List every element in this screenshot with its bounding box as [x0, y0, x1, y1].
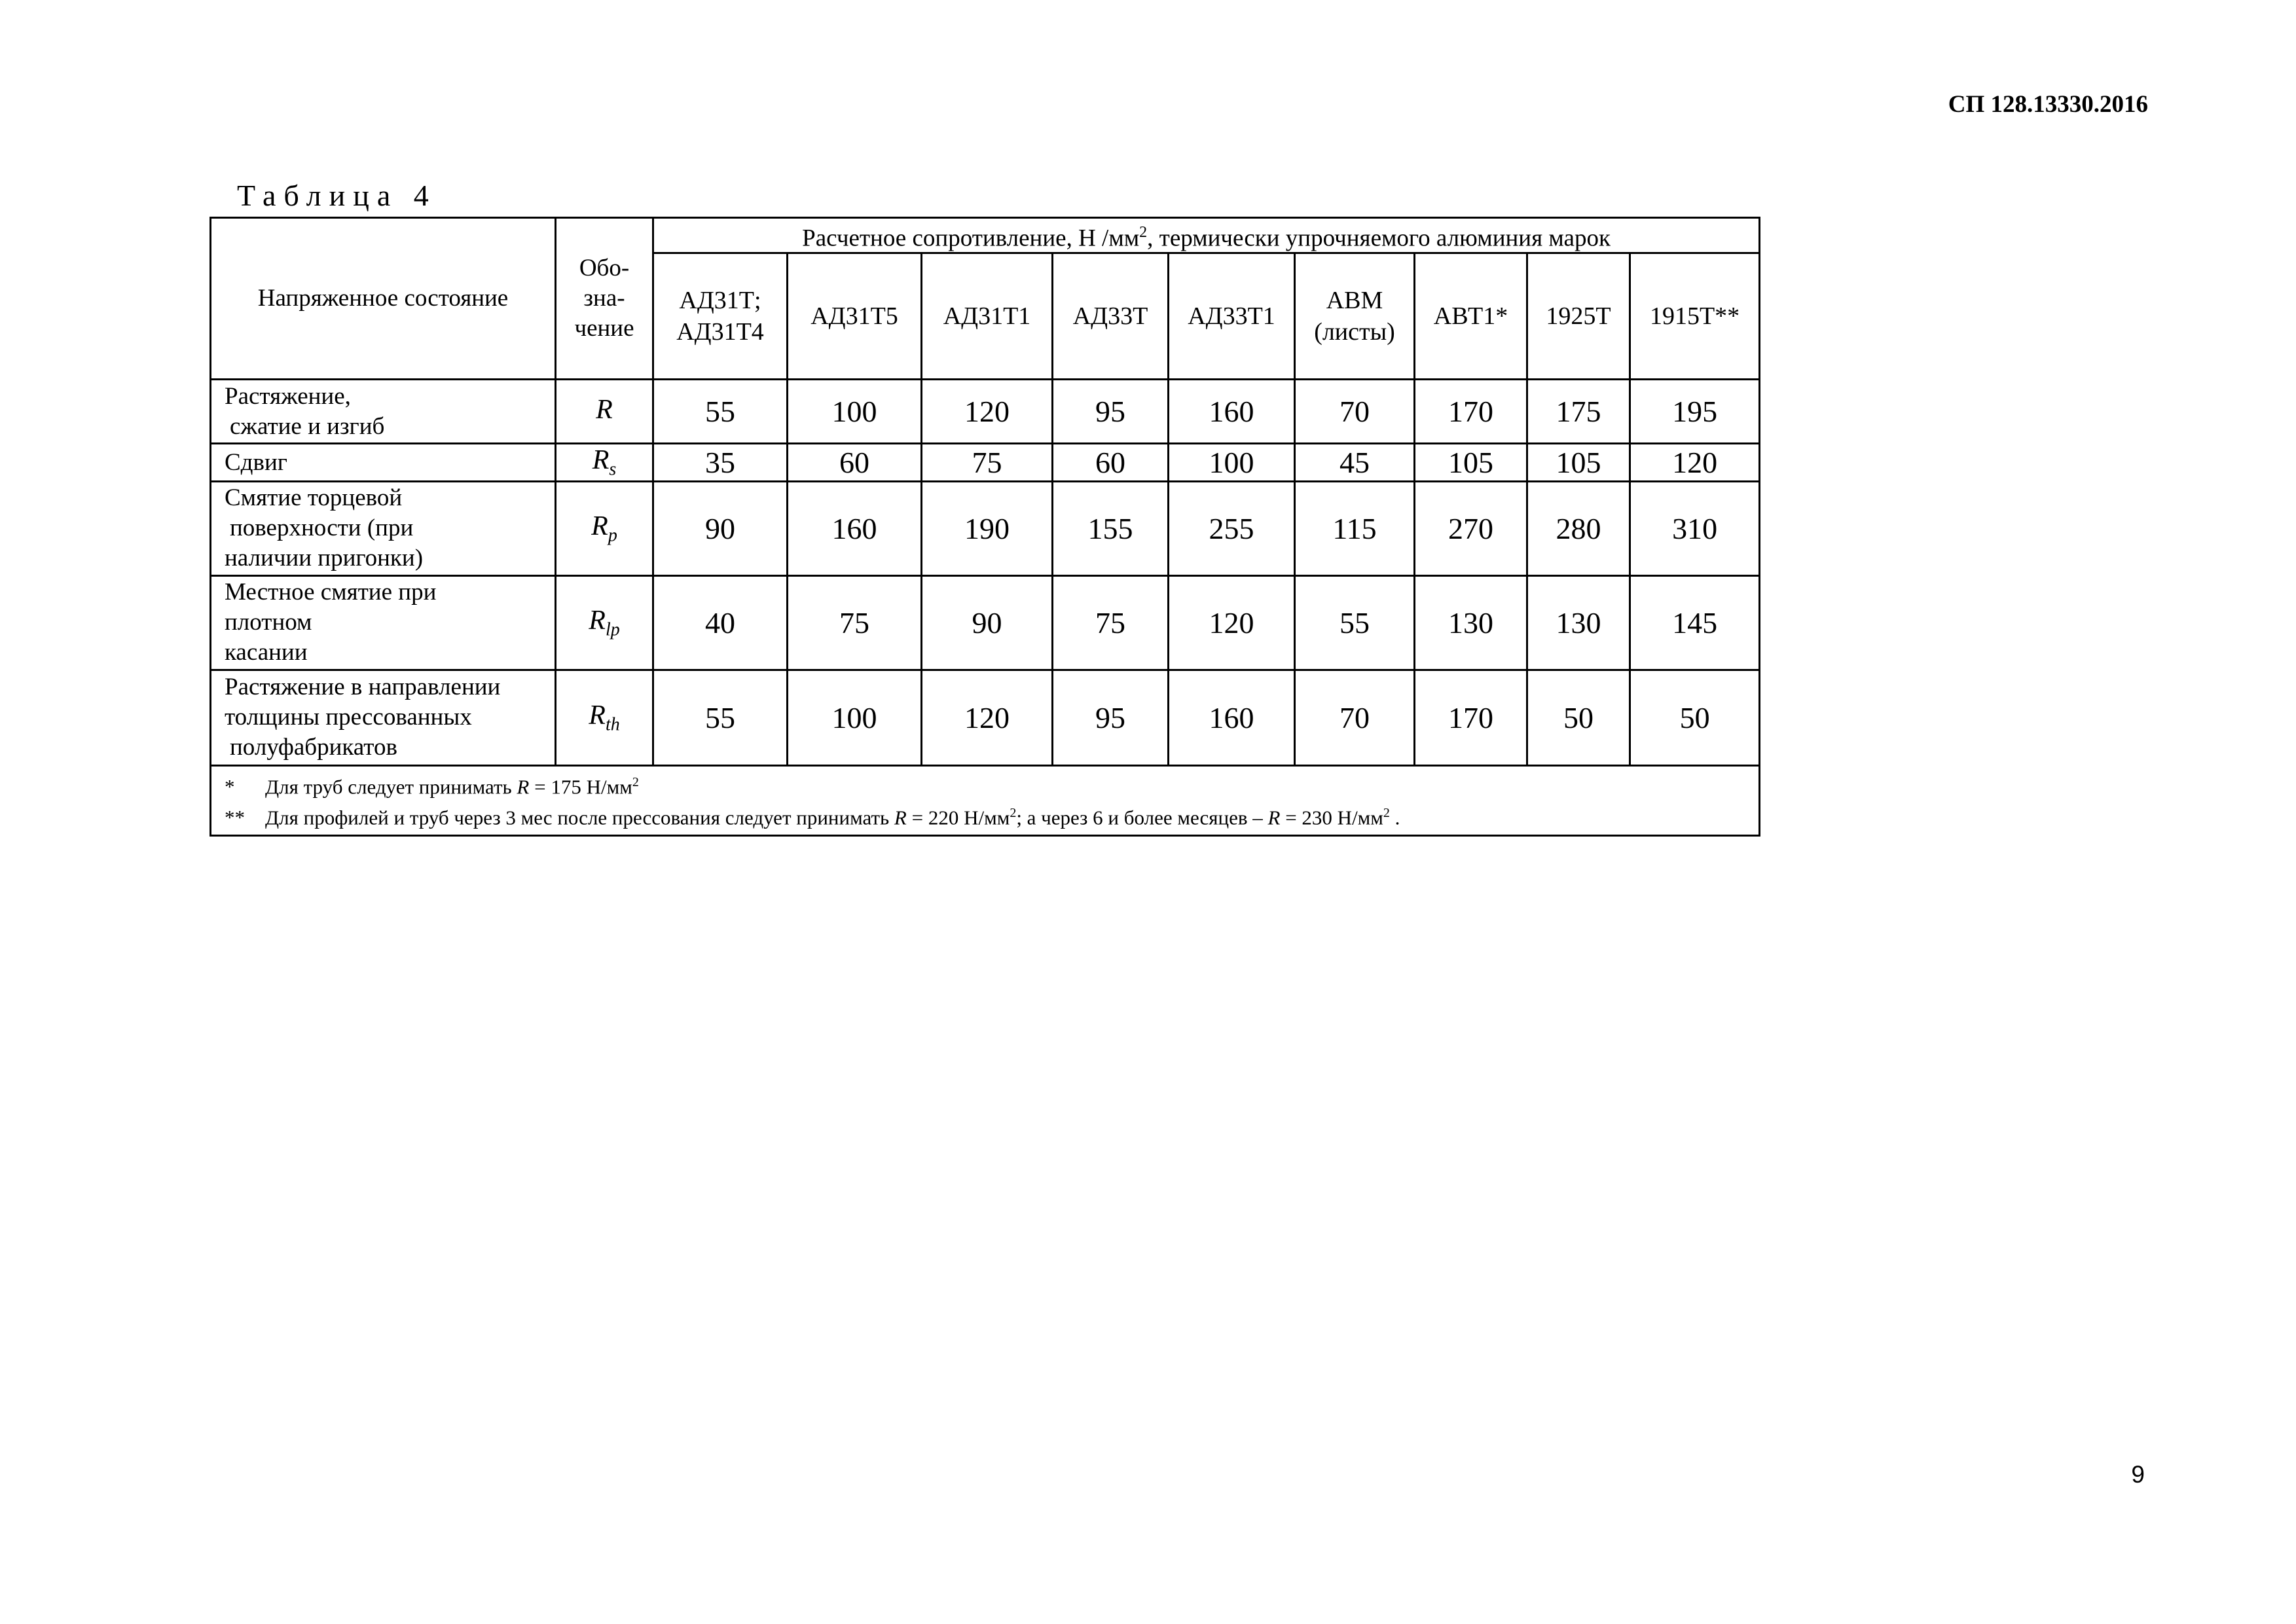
- table-cell: 310: [1630, 481, 1760, 575]
- table-cell: 75: [922, 444, 1053, 481]
- table-row: [211, 575, 1760, 670]
- table-cell: 100: [788, 670, 922, 765]
- table-cell: 70: [1295, 670, 1415, 765]
- row-symbol: R: [556, 380, 653, 444]
- table-notes: [211, 765, 1760, 836]
- table-cell: 255: [1169, 481, 1295, 575]
- header-grade: 1915Т**: [1630, 253, 1760, 380]
- table-cell: 280: [1527, 481, 1630, 575]
- table-cell: 75: [1053, 575, 1169, 670]
- header-grade: АД31Т5: [788, 253, 922, 380]
- header-grade: АД33Т: [1053, 253, 1169, 380]
- row-stress-state: Сдвиг: [211, 444, 556, 481]
- table-cell: 60: [1053, 444, 1169, 481]
- table-cell: 60: [788, 444, 922, 481]
- table-cell: 35: [653, 444, 788, 481]
- table-cell: 100: [1169, 444, 1295, 481]
- table-cell: 175: [1527, 380, 1630, 444]
- row-stress-state: Местное смятие при плотном касании: [211, 575, 556, 670]
- table-cell: 40: [653, 575, 788, 670]
- table-cell: 270: [1415, 481, 1527, 575]
- table-cell: 90: [653, 481, 788, 575]
- header-grade: 1925Т: [1527, 253, 1630, 380]
- table-cell: 55: [653, 670, 788, 765]
- header-grade: АВМ (листы): [1295, 253, 1415, 380]
- header-group-resistance: Расчетное сопротивление, Н $/мм^2$, термически упрочняемого алюминия марок: [653, 218, 1760, 253]
- table-cell: 120: [1169, 575, 1295, 670]
- row-stress-state: Смятие торцевой поверхности (при наличии пригонки): [211, 481, 556, 575]
- table-cell: 155: [1053, 481, 1169, 575]
- table-cell: 105: [1415, 444, 1527, 481]
- table-cell: 160: [1169, 670, 1295, 765]
- header-grade: АД31Т; АД31Т4: [653, 253, 788, 380]
- table-row: [211, 444, 1760, 481]
- table-row: [211, 481, 1760, 575]
- table-cell: 55: [653, 380, 788, 444]
- table-cell: 90: [922, 575, 1053, 670]
- row-symbol: $R_s$: [556, 444, 653, 481]
- table-cell: 190: [922, 481, 1053, 575]
- table-cell: 130: [1527, 575, 1630, 670]
- table-cell: 50: [1630, 670, 1760, 765]
- table-caption: Таблица 4: [237, 179, 437, 212]
- header-grade: АВТ1*: [1415, 253, 1527, 380]
- row-symbol: $R_{th}$: [556, 670, 653, 765]
- table-cell: 45: [1295, 444, 1415, 481]
- table-cell: 120: [922, 380, 1053, 444]
- header-grade: АД33Т1: [1169, 253, 1295, 380]
- row-symbol: $R_{lp}$: [556, 575, 653, 670]
- header-grade: АД31Т1: [922, 253, 1053, 380]
- header-symbol: Обо- зна- чение: [556, 218, 653, 380]
- table-cell: 55: [1295, 575, 1415, 670]
- table-cell: 130: [1415, 575, 1527, 670]
- table-cell: 170: [1415, 380, 1527, 444]
- document-code: СП 128.13330.2016: [1948, 91, 2148, 118]
- table-cell: 95: [1053, 380, 1169, 444]
- table-cell: 75: [788, 575, 922, 670]
- table-cell: 120: [922, 670, 1053, 765]
- table-notes-row: [211, 765, 1760, 836]
- table-row: [211, 380, 1760, 444]
- table-row: [211, 670, 1760, 765]
- table-cell: 115: [1295, 481, 1415, 575]
- resistance-table: [210, 217, 1760, 837]
- row-stress-state: Растяжение, сжатие и изгиб: [211, 380, 556, 444]
- table-cell: 105: [1527, 444, 1630, 481]
- table-cell: 170: [1415, 670, 1527, 765]
- header-stress-state: Напряженное состояние: [211, 218, 556, 380]
- table-cell: 145: [1630, 575, 1760, 670]
- table-cell: 50: [1527, 670, 1630, 765]
- page-number: 9: [2131, 1461, 2145, 1488]
- row-stress-state: Растяжение в направлении толщины прессованных полуфабрикатов: [211, 670, 556, 765]
- note-1: * Для труб следует принимать R = 175 $Н/мм^2$: [225, 774, 639, 799]
- row-symbol: $R_p$: [556, 481, 653, 575]
- table-cell: 120: [1630, 444, 1760, 481]
- table-cell: 70: [1295, 380, 1415, 444]
- table-cell: 100: [788, 380, 922, 444]
- table-cell: 160: [1169, 380, 1295, 444]
- table-cell: 195: [1630, 380, 1760, 444]
- table-cell: 95: [1053, 670, 1169, 765]
- table-cell: 160: [788, 481, 922, 575]
- note-2: ** Для профилей и труб через 3 мес после прессования следует принимать R = 220 $Н/мм^2$; а через 6 и более месяцев – R = 230 $Н/мм^2$ .: [225, 806, 1400, 829]
